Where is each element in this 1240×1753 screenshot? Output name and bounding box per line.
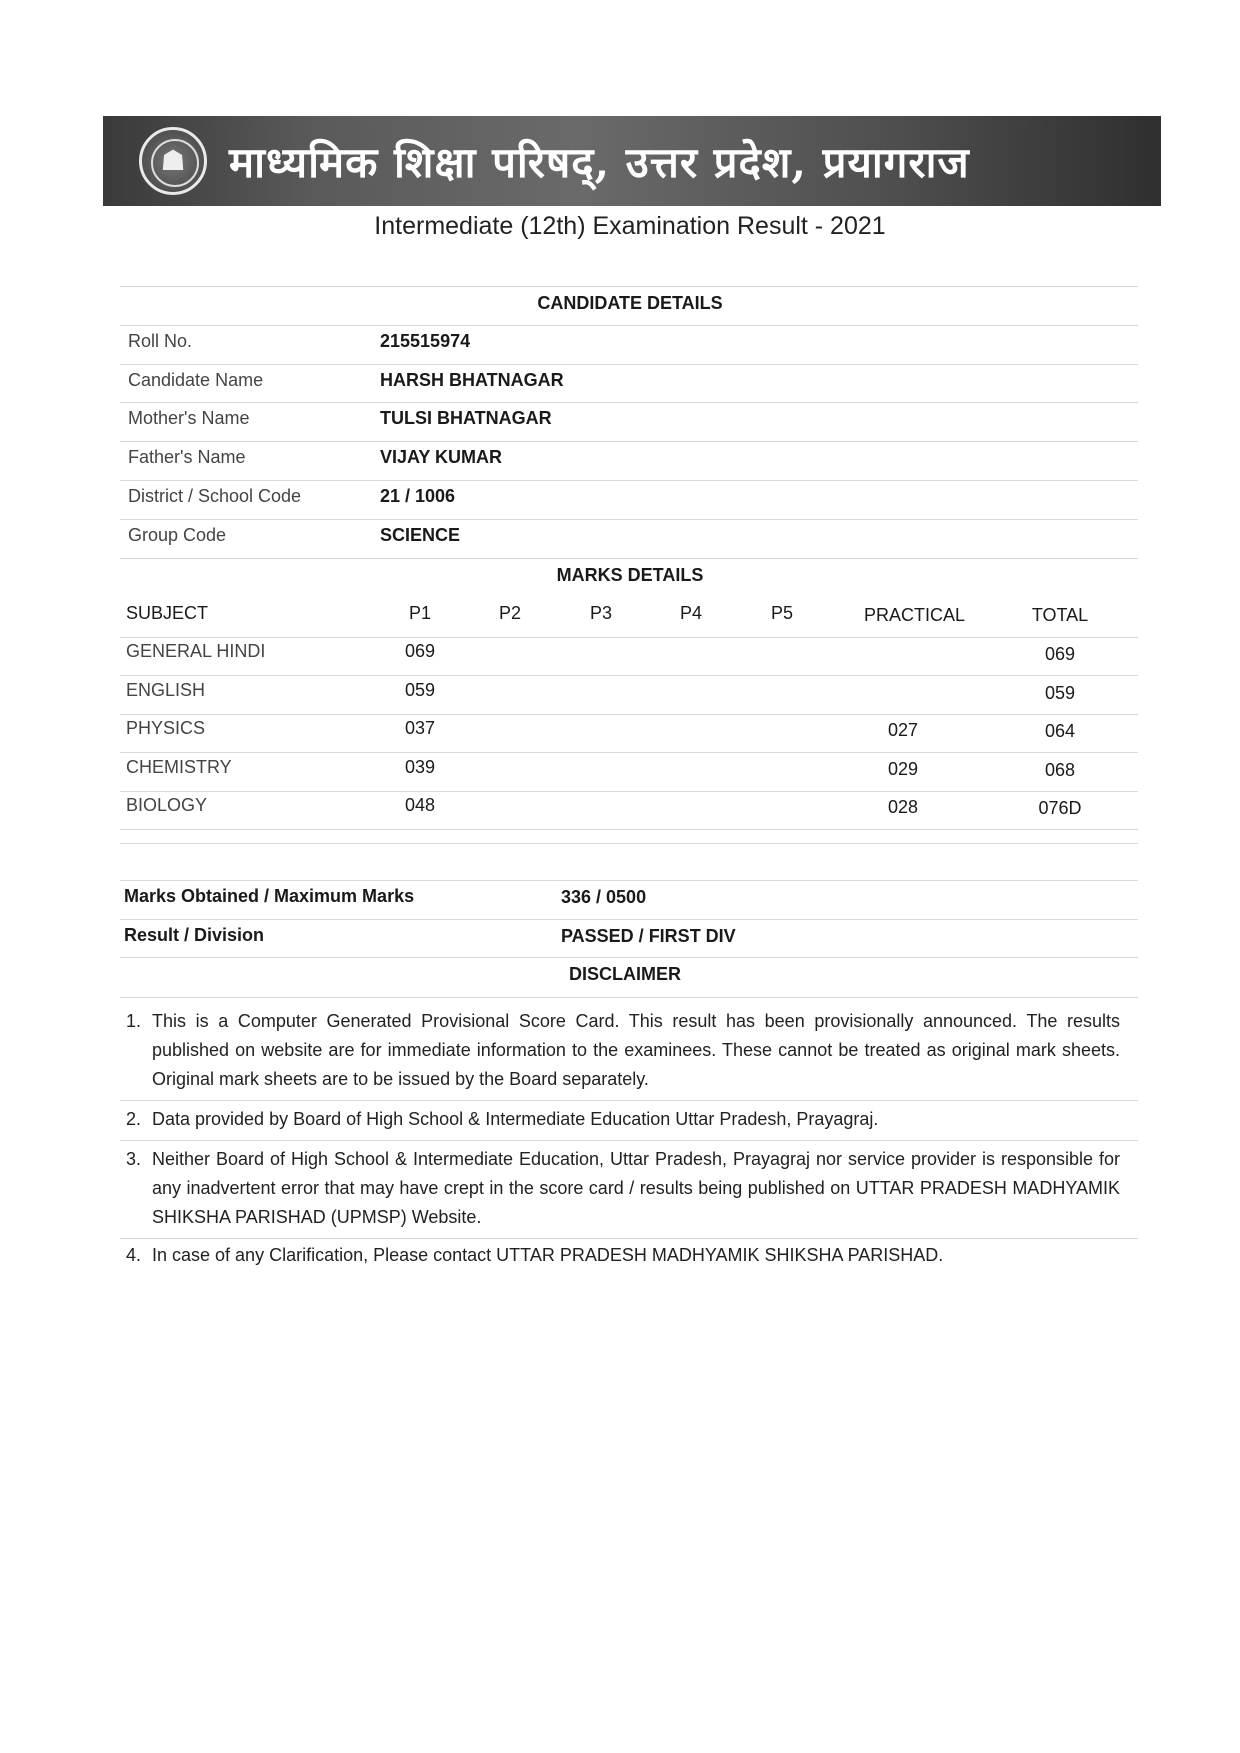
disclaimer-item-number: 1. xyxy=(126,1011,142,1031)
divider xyxy=(120,919,1138,920)
divider xyxy=(120,637,1138,638)
mother-name-label: Mother's Name xyxy=(128,408,250,428)
p1-cell: 037 xyxy=(404,718,436,738)
subject-cell: CHEMISTRY xyxy=(126,756,232,777)
subject-cell: BIOLOGY xyxy=(126,795,208,815)
board-title: माध्यमिक शिक्षा परिषद्, उत्तर प्रदेश, प्रयागराज xyxy=(229,137,970,187)
divider xyxy=(120,364,1138,365)
disclaimer-item-text: This is a Computer Generated Provisional Score Card. This result has been provisionally announced. The results published on website are for immediate information to the examinees. These cannot be treated as original mark sheets. Original mark sheets are to be issued by the Board separately. xyxy=(152,1011,1120,1089)
up-government-emblem-icon xyxy=(139,127,207,195)
disclaimer-item-text: In case of any Clarification, Please contact UTTAR PRADESH MADHYAMIK SHIKSHA PARISHAD. xyxy=(152,1245,944,1265)
marks-obtained-label: Marks Obtained / Maximum Marks xyxy=(124,886,415,906)
district-school-label: District / School Code xyxy=(128,486,302,506)
subject-column-header: SUBJECT xyxy=(126,603,209,623)
marks-details-heading: MARKS DETAILS xyxy=(556,565,704,585)
district-school-value: 21 / 1006 xyxy=(380,486,456,506)
divider xyxy=(120,1238,1138,1239)
candidate-details-heading: CANDIDATE DETAILS xyxy=(537,293,723,313)
divider xyxy=(120,480,1138,481)
p4-column-header: P4 xyxy=(679,603,703,623)
total-cell: 069 xyxy=(1044,644,1076,664)
divider xyxy=(120,714,1138,715)
divider xyxy=(120,752,1138,753)
disclaimer-item-number: 3. xyxy=(126,1149,142,1169)
divider xyxy=(120,558,1138,559)
subject-cell: ENGLISH xyxy=(126,679,206,700)
marks-obtained-value: 336 / 0500 xyxy=(561,887,647,907)
divider xyxy=(120,325,1138,326)
divider xyxy=(120,880,1138,881)
result-division-label: Result / Division xyxy=(124,925,265,945)
total-cell: 068 xyxy=(1044,759,1076,780)
divider xyxy=(120,957,1138,958)
divider xyxy=(120,1140,1138,1141)
candidate-name-value: HARSH BHATNAGAR xyxy=(380,370,564,390)
divider xyxy=(120,402,1138,403)
divider xyxy=(120,843,1138,844)
total-cell: 064 xyxy=(1044,721,1076,741)
father-name-value: VIJAY KUMAR xyxy=(380,447,503,467)
p5-column-header: P5 xyxy=(770,603,794,623)
practical-cell: 028 xyxy=(887,797,919,817)
group-code-label: Group Code xyxy=(128,525,227,545)
divider xyxy=(120,286,1138,287)
disclaimer-item-text: Data provided by Board of High School & Intermediate Education Uttar Pradesh, Prayagraj. xyxy=(152,1109,879,1129)
total-column-header: TOTAL xyxy=(1031,605,1089,625)
roll-value: 215515974 xyxy=(380,331,471,351)
group-code-value: SCIENCE xyxy=(380,525,461,545)
header-banner xyxy=(103,116,1161,206)
result-division-value: PASSED / FIRST DIV xyxy=(561,926,736,946)
p2-column-header: P2 xyxy=(498,603,522,623)
p1-cell: 059 xyxy=(404,679,436,700)
divider xyxy=(120,1100,1138,1101)
subject-cell: GENERAL HINDI xyxy=(126,641,266,661)
disclaimer-heading: DISCLAIMER xyxy=(569,964,681,984)
candidate-name-label: Candidate Name xyxy=(128,370,264,390)
total-cell: 059 xyxy=(1044,682,1076,703)
disclaimer-item-number: 4. xyxy=(126,1245,142,1265)
exam-title: Intermediate (12th) Examination Result - 2021 xyxy=(374,212,886,240)
p1-cell: 048 xyxy=(404,795,436,815)
p1-cell: 069 xyxy=(404,641,436,661)
divider xyxy=(120,519,1138,520)
practical-column-header: PRACTICAL xyxy=(864,605,966,625)
father-name-label: Father's Name xyxy=(128,447,246,467)
disclaimer-item-number: 2. xyxy=(126,1109,142,1129)
p1-cell: 039 xyxy=(404,756,436,777)
disclaimer-item-text: Neither Board of High School & Intermediate Education, Uttar Pradesh, Prayagraj nor service provider is responsible for any inadvertent error that may have crept in the score card / results being published on UTTAR PRADESH MADHYAMIK SHIKSHA PARISHAD (UPMSP) Website. xyxy=(152,1149,1120,1227)
divider xyxy=(120,829,1138,830)
divider xyxy=(120,997,1138,998)
practical-cell: 029 xyxy=(887,758,919,779)
roll-label: Roll No. xyxy=(128,331,193,351)
divider xyxy=(120,791,1138,792)
divider xyxy=(120,441,1138,442)
divider xyxy=(120,675,1138,676)
p3-column-header: P3 xyxy=(589,603,613,623)
subject-cell: PHYSICS xyxy=(126,718,206,738)
mother-name-value: TULSI BHATNAGAR xyxy=(380,408,552,428)
p1-column-header: P1 xyxy=(408,603,432,623)
total-cell: 076D xyxy=(1038,798,1082,818)
practical-cell: 027 xyxy=(887,720,919,740)
